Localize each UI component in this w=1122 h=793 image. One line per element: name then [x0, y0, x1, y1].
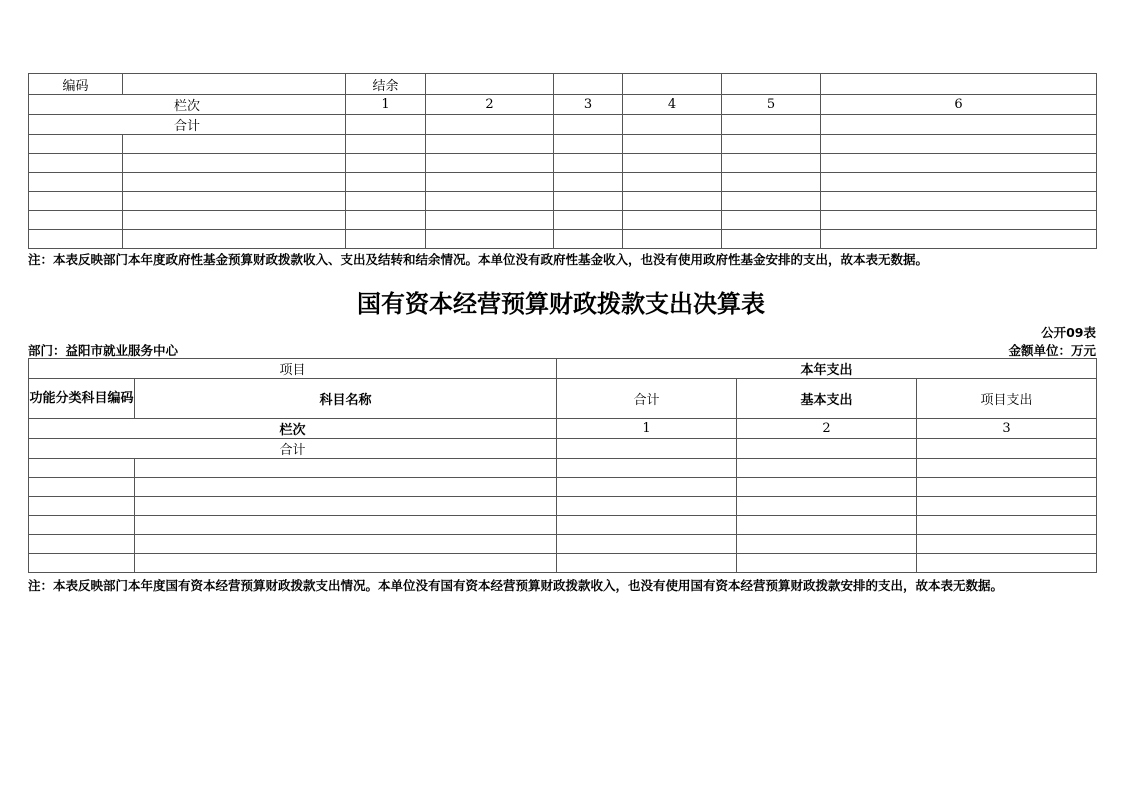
col-index-label: 栏次 — [29, 419, 557, 439]
table-cell — [346, 230, 426, 249]
table-cell — [123, 154, 346, 173]
project-expense-header: 项目支出 — [917, 379, 1097, 419]
table-cell — [917, 516, 1097, 535]
department-label: 部门：益阳市就业服务中心 — [28, 343, 179, 358]
table-cell — [737, 535, 917, 554]
table-cell — [554, 211, 623, 230]
fund-budget-table — [28, 73, 1097, 249]
table-cell — [722, 211, 821, 230]
form-code: 公开09表 — [1041, 325, 1096, 340]
table-cell — [623, 211, 722, 230]
table-row — [29, 478, 1097, 497]
table-cell — [554, 115, 623, 135]
table-cell — [554, 74, 623, 95]
func-code-header: 功能分类科目编码 — [29, 379, 135, 419]
col-number: 1 — [557, 419, 737, 439]
current-year-expense-header: 本年支出 — [557, 359, 1097, 379]
table-cell — [346, 135, 426, 154]
subject-name-header: 科目名称 — [135, 379, 557, 419]
state-capital-expense-table — [28, 358, 1097, 573]
table-cell — [426, 192, 554, 211]
table-cell — [426, 230, 554, 249]
table-cell — [917, 535, 1097, 554]
table-cell — [135, 459, 557, 478]
col-number: 2 — [426, 95, 554, 115]
table-cell — [722, 230, 821, 249]
table-cell — [821, 173, 1097, 192]
table-cell — [123, 192, 346, 211]
table1-note: 注：本表反映部门本年度政府性基金预算财政拨款收入、支出及结转和结余情况。本单位没有政府性基金收入，也没有使用政府性基金安排的支出，故本表无数据。 — [28, 252, 929, 267]
table-cell — [123, 135, 346, 154]
table-cell — [917, 497, 1097, 516]
table-cell — [557, 439, 737, 459]
table-cell — [722, 135, 821, 154]
table-cell — [426, 154, 554, 173]
table-cell — [623, 154, 722, 173]
table-cell — [426, 115, 554, 135]
table-cell — [821, 211, 1097, 230]
col-number: 6 — [821, 95, 1097, 115]
table-cell — [737, 497, 917, 516]
col-number: 4 — [623, 95, 722, 115]
table-cell — [623, 173, 722, 192]
basic-expense-header: 基本支出 — [737, 379, 917, 419]
table-cell — [623, 135, 722, 154]
table-cell — [346, 211, 426, 230]
col-number: 1 — [346, 95, 426, 115]
table-cell — [426, 211, 554, 230]
table-cell — [737, 554, 917, 573]
table-row — [29, 74, 1097, 95]
table-cell — [722, 154, 821, 173]
table-cell — [737, 439, 917, 459]
total-label: 合计 — [29, 115, 346, 135]
table-cell — [557, 535, 737, 554]
table-row — [29, 95, 1097, 115]
table-cell — [557, 459, 737, 478]
table-cell — [917, 478, 1097, 497]
table-cell — [554, 154, 623, 173]
table-cell — [554, 230, 623, 249]
table-cell — [623, 230, 722, 249]
amount-unit-label: 金额单位：万元 — [1008, 343, 1096, 358]
table-row — [29, 211, 1097, 230]
col-index-label: 栏次 — [29, 95, 346, 115]
table-cell — [821, 230, 1097, 249]
table-cell — [554, 173, 623, 192]
table-cell — [821, 154, 1097, 173]
table-cell — [821, 115, 1097, 135]
table-cell — [722, 74, 821, 95]
table-cell — [557, 516, 737, 535]
table-cell — [135, 516, 557, 535]
table-cell — [29, 230, 123, 249]
table-cell — [123, 211, 346, 230]
table-row — [29, 497, 1097, 516]
table-cell — [29, 135, 123, 154]
table-cell — [346, 173, 426, 192]
table-cell — [557, 478, 737, 497]
table-row — [29, 535, 1097, 554]
total-label: 合计 — [29, 439, 557, 459]
table-row — [29, 516, 1097, 535]
table-row — [29, 192, 1097, 211]
table-cell — [557, 554, 737, 573]
project-header: 项目 — [29, 359, 557, 379]
table-cell — [29, 154, 123, 173]
table-row — [29, 230, 1097, 249]
table-cell — [29, 478, 135, 497]
table-cell — [135, 554, 557, 573]
table-cell — [135, 478, 557, 497]
table-cell — [821, 192, 1097, 211]
col-number: 3 — [554, 95, 623, 115]
table-row — [29, 115, 1097, 135]
table-row — [29, 379, 1097, 419]
table-cell — [29, 211, 123, 230]
table-cell — [426, 173, 554, 192]
table-cell — [917, 439, 1097, 459]
table-row — [29, 419, 1097, 439]
table-cell — [917, 459, 1097, 478]
table-cell — [554, 192, 623, 211]
table-cell — [623, 74, 722, 95]
table-cell — [123, 74, 346, 95]
table-row — [29, 154, 1097, 173]
table-cell — [29, 497, 135, 516]
code-header: 编码 — [29, 74, 123, 95]
table-cell — [737, 459, 917, 478]
table-cell — [737, 516, 917, 535]
table-cell — [123, 230, 346, 249]
table2-note: 注：本表反映部门本年度国有资本经营预算财政拨款支出情况。本单位没有国有资本经营预算财政拨款收入，也没有使用国有资本经营预算财政拨款安排的支出，故本表无数据。 — [28, 578, 1004, 593]
table-cell — [29, 173, 123, 192]
table-row — [29, 359, 1097, 379]
page-title: 国有资本经营预算财政拨款支出决算表 — [357, 290, 765, 318]
table-cell — [29, 554, 135, 573]
table-row — [29, 554, 1097, 573]
col-number: 5 — [722, 95, 821, 115]
table-cell — [135, 535, 557, 554]
table-cell — [346, 115, 426, 135]
table-cell — [737, 478, 917, 497]
table-row — [29, 439, 1097, 459]
balance-header: 结余 — [346, 74, 426, 95]
table-cell — [722, 115, 821, 135]
table-cell — [557, 497, 737, 516]
table-cell — [623, 192, 722, 211]
table-cell — [821, 74, 1097, 95]
table-cell — [426, 74, 554, 95]
table-cell — [917, 554, 1097, 573]
table-cell — [29, 459, 135, 478]
table-cell — [426, 135, 554, 154]
table-cell — [722, 192, 821, 211]
col-number: 2 — [737, 419, 917, 439]
table-cell — [554, 135, 623, 154]
table-cell — [346, 192, 426, 211]
table-cell — [821, 135, 1097, 154]
table-row — [29, 459, 1097, 478]
table-cell — [29, 535, 135, 554]
col-number: 3 — [917, 419, 1097, 439]
table-cell — [135, 497, 557, 516]
total-header: 合计 — [557, 379, 737, 419]
table-cell — [623, 115, 722, 135]
table-cell — [722, 173, 821, 192]
table-row — [29, 173, 1097, 192]
table-cell — [123, 173, 346, 192]
table-cell — [29, 192, 123, 211]
table-row — [29, 135, 1097, 154]
table-cell — [29, 516, 135, 535]
table-cell — [346, 154, 426, 173]
